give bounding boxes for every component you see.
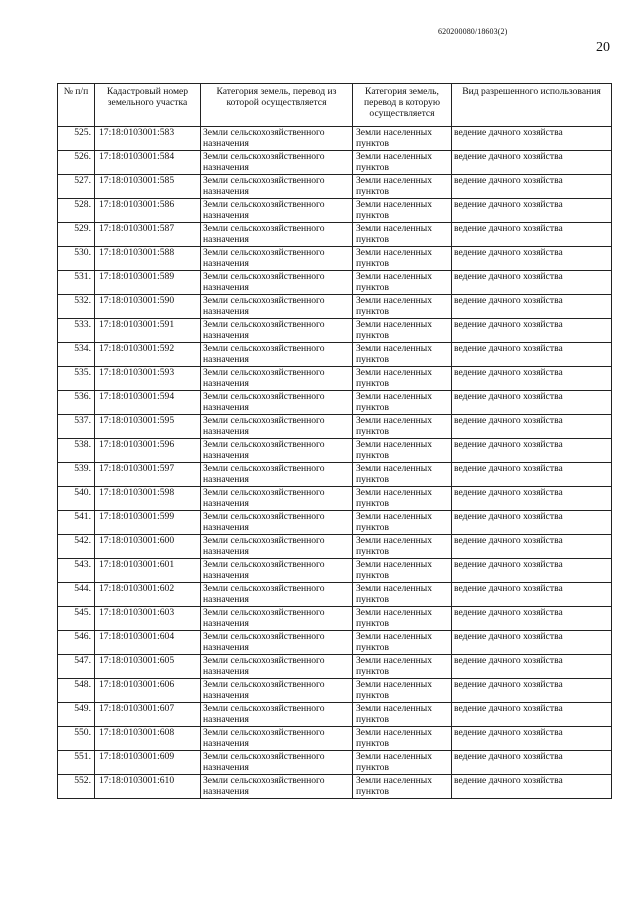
category-to-cell: Земли населенных пунктов xyxy=(353,535,452,559)
table-row xyxy=(58,583,612,607)
row-number-cell: 535. xyxy=(58,367,95,391)
category-from-cell: Земли сельскохозяйственного назначения xyxy=(201,727,353,751)
cadastral-number-cell: 17:18:0103001:602 xyxy=(95,583,201,607)
table-row xyxy=(58,391,612,415)
permitted-use-cell: ведение дачного хозяйства xyxy=(452,679,612,703)
table-row xyxy=(58,295,612,319)
category-from-cell: Земли сельскохозяйственного назначения xyxy=(201,463,353,487)
permitted-use-cell: ведение дачного хозяйства xyxy=(452,751,612,775)
row-number-cell: 533. xyxy=(58,319,95,343)
table-row xyxy=(58,511,612,535)
category-to-cell: Земли населенных пунктов xyxy=(353,583,452,607)
category-from-cell: Земли сельскохозяйственного назначения xyxy=(201,559,353,583)
category-from-cell: Земли сельскохозяйственного назначения xyxy=(201,607,353,631)
permitted-use-cell: ведение дачного хозяйства xyxy=(452,271,612,295)
cadastral-number-cell: 17:18:0103001:589 xyxy=(95,271,201,295)
permitted-use-cell: ведение дачного хозяйства xyxy=(452,703,612,727)
cadastral-number-cell: 17:18:0103001:595 xyxy=(95,415,201,439)
page-number: 20 xyxy=(596,40,610,55)
cadastral-number-cell: 17:18:0103001:605 xyxy=(95,655,201,679)
table-header-row xyxy=(58,84,612,127)
table-row xyxy=(58,223,612,247)
category-to-cell: Земли населенных пунктов xyxy=(353,631,452,655)
row-number-cell: 529. xyxy=(58,223,95,247)
category-from-cell: Земли сельскохозяйственного назначения xyxy=(201,487,353,511)
permitted-use-cell: ведение дачного хозяйства xyxy=(452,343,612,367)
row-number-cell: 542. xyxy=(58,535,95,559)
category-to-cell: Земли населенных пунктов xyxy=(353,199,452,223)
cadastral-number-cell: 17:18:0103001:601 xyxy=(95,559,201,583)
row-number-cell: 532. xyxy=(58,295,95,319)
cadastral-number-cell: 17:18:0103001:599 xyxy=(95,511,201,535)
permitted-use-cell: ведение дачного хозяйства xyxy=(452,295,612,319)
category-from-cell: Земли сельскохозяйственного назначения xyxy=(201,703,353,727)
table-row xyxy=(58,703,612,727)
category-to-cell: Земли населенных пунктов xyxy=(353,679,452,703)
category-to-cell: Земли населенных пунктов xyxy=(353,439,452,463)
table-row xyxy=(58,247,612,271)
category-to-cell: Земли населенных пунктов xyxy=(353,607,452,631)
row-number-cell: 530. xyxy=(58,247,95,271)
permitted-use-cell: ведение дачного хозяйства xyxy=(452,655,612,679)
table-row xyxy=(58,199,612,223)
permitted-use-cell: ведение дачного хозяйства xyxy=(452,559,612,583)
permitted-use-cell: ведение дачного хозяйства xyxy=(452,175,612,199)
cadastral-number-cell: 17:18:0103001:604 xyxy=(95,631,201,655)
category-from-cell: Земли сельскохозяйственного назначения xyxy=(201,511,353,535)
row-number-cell: 536. xyxy=(58,391,95,415)
column-header-number: № п/п xyxy=(58,84,95,127)
category-to-cell: Земли населенных пунктов xyxy=(353,511,452,535)
cadastral-number-cell: 17:18:0103001:609 xyxy=(95,751,201,775)
column-header-cadastral-number: Кадастровый номер земельного участка xyxy=(95,84,201,127)
category-to-cell: Земли населенных пунктов xyxy=(353,703,452,727)
cadastral-number-cell: 17:18:0103001:597 xyxy=(95,463,201,487)
row-number-cell: 526. xyxy=(58,151,95,175)
table-row xyxy=(58,367,612,391)
category-to-cell: Земли населенных пунктов xyxy=(353,271,452,295)
table-row xyxy=(58,535,612,559)
category-from-cell: Земли сельскохозяйственного назначения xyxy=(201,127,353,151)
row-number-cell: 544. xyxy=(58,583,95,607)
table-row xyxy=(58,727,612,751)
permitted-use-cell: ведение дачного хозяйства xyxy=(452,127,612,151)
row-number-cell: 550. xyxy=(58,727,95,751)
row-number-cell: 534. xyxy=(58,343,95,367)
cadastral-number-cell: 17:18:0103001:591 xyxy=(95,319,201,343)
row-number-cell: 538. xyxy=(58,439,95,463)
cadastral-number-cell: 17:18:0103001:584 xyxy=(95,151,201,175)
row-number-cell: 539. xyxy=(58,463,95,487)
document-code: 620200080/18603(2) xyxy=(438,27,508,36)
category-from-cell: Земли сельскохозяйственного назначения xyxy=(201,343,353,367)
cadastral-number-cell: 17:18:0103001:608 xyxy=(95,727,201,751)
cadastral-number-cell: 17:18:0103001:587 xyxy=(95,223,201,247)
table-row xyxy=(58,655,612,679)
row-number-cell: 537. xyxy=(58,415,95,439)
table-body xyxy=(58,127,612,799)
permitted-use-cell: ведение дачного хозяйства xyxy=(452,247,612,271)
category-to-cell: Земли населенных пунктов xyxy=(353,247,452,271)
permitted-use-cell: ведение дачного хозяйства xyxy=(452,415,612,439)
table-row xyxy=(58,775,612,799)
cadastral-number-cell: 17:18:0103001:593 xyxy=(95,367,201,391)
permitted-use-cell: ведение дачного хозяйства xyxy=(452,775,612,799)
row-number-cell: 528. xyxy=(58,199,95,223)
category-from-cell: Земли сельскохозяйственного назначения xyxy=(201,439,353,463)
row-number-cell: 541. xyxy=(58,511,95,535)
table-row xyxy=(58,607,612,631)
table-row xyxy=(58,271,612,295)
cadastral-number-cell: 17:18:0103001:594 xyxy=(95,391,201,415)
permitted-use-cell: ведение дачного хозяйства xyxy=(452,223,612,247)
row-number-cell: 546. xyxy=(58,631,95,655)
table-row xyxy=(58,751,612,775)
cadastral-number-cell: 17:18:0103001:586 xyxy=(95,199,201,223)
table-row xyxy=(58,127,612,151)
category-to-cell: Земли населенных пунктов xyxy=(353,463,452,487)
table-row xyxy=(58,319,612,343)
cadastral-number-cell: 17:18:0103001:592 xyxy=(95,343,201,367)
permitted-use-cell: ведение дачного хозяйства xyxy=(452,391,612,415)
cadastral-number-cell: 17:18:0103001:603 xyxy=(95,607,201,631)
table-row xyxy=(58,559,612,583)
cadastral-number-cell: 17:18:0103001:600 xyxy=(95,535,201,559)
row-number-cell: 545. xyxy=(58,607,95,631)
category-from-cell: Земли сельскохозяйственного назначения xyxy=(201,295,353,319)
category-from-cell: Земли сельскохозяйственного назначения xyxy=(201,775,353,799)
permitted-use-cell: ведение дачного хозяйства xyxy=(452,727,612,751)
row-number-cell: 543. xyxy=(58,559,95,583)
land-plots-table xyxy=(57,83,612,799)
cadastral-number-cell: 17:18:0103001:610 xyxy=(95,775,201,799)
row-number-cell: 551. xyxy=(58,751,95,775)
category-from-cell: Земли сельскохозяйственного назначения xyxy=(201,367,353,391)
permitted-use-cell: ведение дачного хозяйства xyxy=(452,439,612,463)
category-to-cell: Земли населенных пунктов xyxy=(353,223,452,247)
category-from-cell: Земли сельскохозяйственного назначения xyxy=(201,415,353,439)
column-header-category-to: Категория земель, перевод в которую осуществляется xyxy=(353,84,452,127)
cadastral-number-cell: 17:18:0103001:596 xyxy=(95,439,201,463)
row-number-cell: 527. xyxy=(58,175,95,199)
category-to-cell: Земли населенных пунктов xyxy=(353,415,452,439)
category-to-cell: Земли населенных пунктов xyxy=(353,391,452,415)
category-to-cell: Земли населенных пунктов xyxy=(353,559,452,583)
table-row xyxy=(58,631,612,655)
column-header-category-from: Категория земель, перевод из которой осуществляется xyxy=(201,84,353,127)
table-row xyxy=(58,415,612,439)
cadastral-number-cell: 17:18:0103001:585 xyxy=(95,175,201,199)
category-from-cell: Земли сельскохозяйственного назначения xyxy=(201,247,353,271)
column-header-permitted-use: Вид разрешенного использования xyxy=(452,84,612,127)
category-from-cell: Земли сельскохозяйственного назначения xyxy=(201,223,353,247)
category-from-cell: Земли сельскохозяйственного назначения xyxy=(201,271,353,295)
category-from-cell: Земли сельскохозяйственного назначения xyxy=(201,151,353,175)
row-number-cell: 525. xyxy=(58,127,95,151)
row-number-cell: 540. xyxy=(58,487,95,511)
category-from-cell: Земли сельскохозяйственного назначения xyxy=(201,175,353,199)
permitted-use-cell: ведение дачного хозяйства xyxy=(452,607,612,631)
category-from-cell: Земли сельскохозяйственного назначения xyxy=(201,391,353,415)
category-to-cell: Земли населенных пунктов xyxy=(353,175,452,199)
cadastral-number-cell: 17:18:0103001:590 xyxy=(95,295,201,319)
table-row xyxy=(58,439,612,463)
category-to-cell: Земли населенных пунктов xyxy=(353,151,452,175)
permitted-use-cell: ведение дачного хозяйства xyxy=(452,199,612,223)
table-row xyxy=(58,463,612,487)
category-from-cell: Земли сельскохозяйственного назначения xyxy=(201,751,353,775)
permitted-use-cell: ведение дачного хозяйства xyxy=(452,583,612,607)
category-from-cell: Земли сельскохозяйственного назначения xyxy=(201,199,353,223)
permitted-use-cell: ведение дачного хозяйства xyxy=(452,535,612,559)
row-number-cell: 552. xyxy=(58,775,95,799)
category-from-cell: Земли сельскохозяйственного назначения xyxy=(201,679,353,703)
row-number-cell: 547. xyxy=(58,655,95,679)
category-to-cell: Земли населенных пунктов xyxy=(353,655,452,679)
table-row xyxy=(58,487,612,511)
row-number-cell: 549. xyxy=(58,703,95,727)
category-from-cell: Земли сельскохозяйственного назначения xyxy=(201,319,353,343)
category-to-cell: Земли населенных пунктов xyxy=(353,367,452,391)
category-from-cell: Земли сельскохозяйственного назначения xyxy=(201,631,353,655)
category-from-cell: Земли сельскохозяйственного назначения xyxy=(201,655,353,679)
category-to-cell: Земли населенных пунктов xyxy=(353,319,452,343)
permitted-use-cell: ведение дачного хозяйства xyxy=(452,319,612,343)
cadastral-number-cell: 17:18:0103001:606 xyxy=(95,679,201,703)
permitted-use-cell: ведение дачного хозяйства xyxy=(452,367,612,391)
category-to-cell: Земли населенных пунктов xyxy=(353,343,452,367)
category-to-cell: Земли населенных пунктов xyxy=(353,751,452,775)
table-row xyxy=(58,679,612,703)
cadastral-number-cell: 17:18:0103001:588 xyxy=(95,247,201,271)
permitted-use-cell: ведение дачного хозяйства xyxy=(452,463,612,487)
permitted-use-cell: ведение дачного хозяйства xyxy=(452,151,612,175)
category-to-cell: Земли населенных пунктов xyxy=(353,487,452,511)
category-to-cell: Земли населенных пунктов xyxy=(353,775,452,799)
category-to-cell: Земли населенных пунктов xyxy=(353,295,452,319)
row-number-cell: 531. xyxy=(58,271,95,295)
cadastral-number-cell: 17:18:0103001:598 xyxy=(95,487,201,511)
table-row xyxy=(58,343,612,367)
permitted-use-cell: ведение дачного хозяйства xyxy=(452,487,612,511)
cadastral-number-cell: 17:18:0103001:607 xyxy=(95,703,201,727)
table-row xyxy=(58,151,612,175)
row-number-cell: 548. xyxy=(58,679,95,703)
category-to-cell: Земли населенных пунктов xyxy=(353,727,452,751)
category-from-cell: Земли сельскохозяйственного назначения xyxy=(201,535,353,559)
category-from-cell: Земли сельскохозяйственного назначения xyxy=(201,583,353,607)
permitted-use-cell: ведение дачного хозяйства xyxy=(452,511,612,535)
cadastral-number-cell: 17:18:0103001:583 xyxy=(95,127,201,151)
table-row xyxy=(58,175,612,199)
permitted-use-cell: ведение дачного хозяйства xyxy=(452,631,612,655)
category-to-cell: Земли населенных пунктов xyxy=(353,127,452,151)
